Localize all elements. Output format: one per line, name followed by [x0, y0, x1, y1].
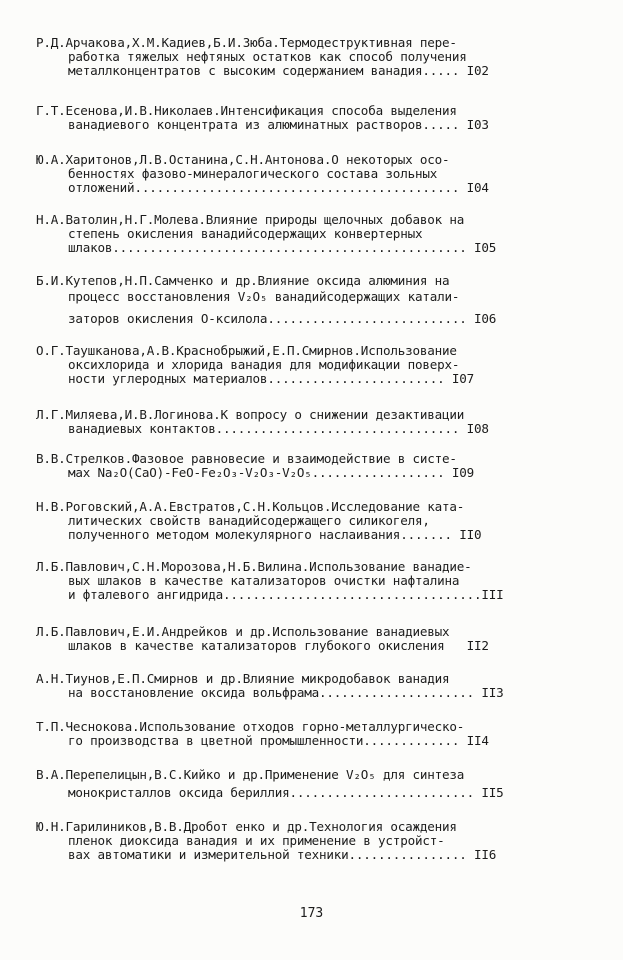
entry-continuation-line: отложений............................................ I04 — [68, 180, 489, 195]
entry-authors-title-line: Б.И.Кутепов,Н.П.Самченко и др.Влияние оксида алюминия на — [36, 273, 450, 288]
entry-continuation-line: шлаков................................................ I05 — [68, 240, 497, 255]
entry-continuation-line: мах Na₂O(CaO)-FeO-Fe₂O₃-V₂O₃-V₂O₅.................. I09 — [68, 465, 475, 480]
entry-authors-title-line: Н.А.Ватолин,Н.Г.Молева.Влияние природы щелочных добавок на — [36, 212, 465, 227]
page-number: 173 — [299, 906, 324, 921]
entry-continuation-line: и фталевого ангидрида...................................III — [68, 587, 504, 602]
entry-authors-title-line: Ю.Н.Гарилиников,В.В.Дробот енко и др.Технология осаждения — [36, 819, 457, 834]
entry-authors-title-line: А.Н.Тиунов,Е.П.Смирнов и др.Влияние микродобавок ванадия — [36, 671, 450, 686]
entry-authors-title-line: Г.Т.Есенова,И.В.Николаев.Интенсификация способа выделения — [36, 103, 457, 118]
entry-continuation-line: литических свойств ванадийсодержащего силикогеля, — [68, 513, 430, 528]
entry-continuation-line: заторов окисления О-ксилола........................... I06 — [68, 311, 497, 326]
entry-continuation-line: полученного методом молекулярного наслаивания....... II0 — [68, 527, 482, 542]
entry-authors-title-line: О.Г.Таушканова,А.В.Краснобрыжий,Е.П.Смирнов.Использование — [36, 343, 457, 358]
entry-continuation-line: работка тяжелых нефтяных остатков как способ получения — [68, 49, 467, 64]
entry-continuation-line: шлаков в качестве катализаторов глубокого окисления II2 — [68, 638, 489, 653]
entry-authors-title-line: В.А.Перепелицын,В.С.Кийко и др.Применение V₂O₅ для синтеза — [36, 767, 465, 782]
entry-continuation-line: бенностях фазово-минералогического состава зольных — [68, 166, 438, 181]
entry-continuation-line: ванадиевых контактов................................. I08 — [68, 421, 489, 436]
entry-authors-title-line: Н.В.Роговский,А.А.Евстратов,С.Н.Кольцов.Исследование ката- — [36, 499, 465, 514]
entry-authors-title-line: Л.Б.Павлович,С.Н.Морозова,Н.Б.Вилина.Использование ванадие- — [36, 559, 472, 574]
entry-authors-title-line: Р.Д.Арчакова,Х.М.Кадиев,Б.И.Зюба.Термодеструктивная пере- — [36, 35, 457, 50]
entry-continuation-line: пленок диоксида ванадия и их применение в устройст- — [68, 833, 445, 848]
entry-authors-title-line: Л.Г.Миляева,И.В.Логинова.К вопросу о снижении дезактивации — [36, 407, 465, 422]
entry-continuation-line: вах автоматики и измерительной техники................ II6 — [68, 847, 497, 862]
entry-authors-title-line: Л.Б.Павлович,Е.И.Андрейков и др.Использование ванадиевых — [36, 624, 450, 639]
entry-continuation-line: вых шлаков в качестве катализаторов очистки нафталина — [68, 573, 460, 588]
entry-continuation-line: оксихлорида и хлорида ванадия для модификации поверх- — [68, 357, 460, 372]
entry-continuation-line: процесс восстановления V₂O₅ ванадийсодержащих катали- — [68, 289, 460, 304]
entry-continuation-line: го производства в цветной промышленности............. II4 — [68, 733, 489, 748]
entry-authors-title-line: Т.П.Чеснокова.Использование отходов горно-металлургическо- — [36, 719, 465, 734]
entry-continuation-line: степень окисления ванадийсодержащих конвертерных — [68, 226, 423, 241]
entry-continuation-line: ности углеродных материалов........................ I07 — [68, 371, 475, 386]
entry-continuation-line: на восстановление оксида вольфрама..................... II3 — [68, 685, 504, 700]
entry-authors-title-line: В.В.Стрелков.Фазовое равновесие и взаимодействие в систе- — [36, 451, 457, 466]
entry-continuation-line: ванадиевого концентрата из алюминатных растворов..... I03 — [68, 117, 489, 132]
entry-continuation-line: монокристаллов оксида бериллия......................... II5 — [68, 785, 504, 800]
entry-authors-title-line: Ю.А.Харитонов,Л.В.Останина,С.Н.Антонова.О некоторых осо- — [36, 152, 450, 167]
entry-continuation-line: металлконцентратов с высоким содержанием ванадия..... I02 — [68, 63, 489, 78]
